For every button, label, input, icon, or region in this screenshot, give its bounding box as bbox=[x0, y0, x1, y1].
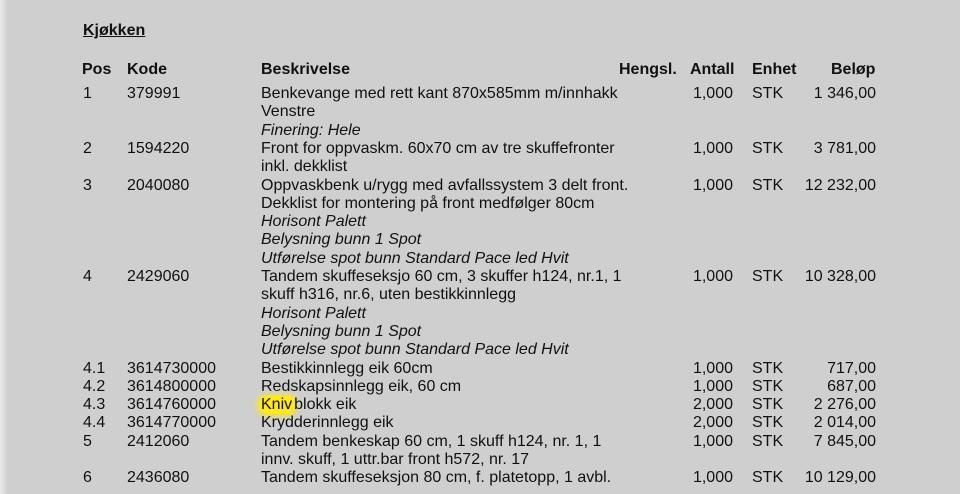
row-pos: 4 bbox=[83, 268, 92, 285]
row-description-line bbox=[261, 341, 569, 359]
row-description-line bbox=[261, 396, 356, 414]
row-antall: 2,000 bbox=[692, 396, 733, 414]
row-enhet: STK bbox=[752, 414, 784, 432]
row-pos: 1 bbox=[83, 85, 92, 102]
row-enhet: STK bbox=[752, 377, 784, 395]
row-description-line bbox=[261, 158, 347, 176]
row-description-line bbox=[261, 177, 628, 195]
description-text: Horisont Palett bbox=[261, 213, 366, 231]
section-title: Kjøkken bbox=[83, 22, 146, 39]
row-enhet: STK bbox=[752, 268, 784, 285]
row-enhet: STK bbox=[752, 176, 784, 194]
row-pos: 4.1 bbox=[83, 359, 106, 377]
row-kode: 2429060 bbox=[127, 268, 190, 285]
row-description-line bbox=[261, 85, 618, 103]
row-antall: 1,000 bbox=[692, 268, 733, 285]
description-text: Venstre bbox=[261, 103, 316, 121]
description-text: Utførelse spot bunn Standard Pace led Hvit bbox=[261, 341, 569, 359]
row-antall: 1,000 bbox=[692, 432, 733, 450]
row-belop: 1 346,00 bbox=[813, 85, 876, 102]
description-text: Benkevange med rett kant 870x585mm m/innhakk bbox=[261, 85, 618, 102]
column-header-enhet: Enhet bbox=[752, 61, 797, 78]
description-text: Tandem benkeskap 60 cm, 1 skuff h124, nr. 1, 1 bbox=[261, 432, 602, 450]
row-description-line bbox=[261, 213, 366, 231]
row-enhet: STK bbox=[752, 359, 784, 377]
row-kode: 2412060 bbox=[127, 432, 190, 450]
row-kode: 3614730000 bbox=[127, 359, 216, 377]
column-header-beskrivelse: Beskrivelse bbox=[261, 61, 350, 78]
description-text: Tandem skuffeseksjon 80 cm, f. platetopp, 1 avbl. bbox=[261, 469, 612, 487]
row-description-line bbox=[261, 122, 361, 140]
row-pos: 4.4 bbox=[83, 414, 106, 432]
row-antall: 1,000 bbox=[692, 359, 733, 377]
row-description-line bbox=[261, 414, 394, 432]
description-text: Finering: Hele bbox=[261, 121, 361, 139]
row-description-line bbox=[261, 268, 622, 286]
description-text: skuff h316, nr.6, uten bestikkinnlegg bbox=[261, 286, 516, 304]
description-text: Redskapsinnlegg eik, 60 cm bbox=[261, 377, 462, 395]
row-belop: 717,00 bbox=[827, 359, 876, 377]
row-description-line bbox=[261, 231, 421, 249]
description-text: Belysning bunn 1 Spot bbox=[261, 322, 422, 340]
description-text: blokk eik bbox=[294, 396, 357, 414]
row-kode: 3614770000 bbox=[127, 414, 216, 432]
row-description-line bbox=[261, 286, 516, 304]
row-antall: 1,000 bbox=[692, 85, 733, 102]
row-description-line bbox=[261, 305, 366, 323]
row-antall: 1,000 bbox=[692, 377, 733, 395]
row-antall: 1,000 bbox=[692, 176, 733, 194]
row-description-line bbox=[261, 360, 433, 378]
row-kode: 3614760000 bbox=[127, 396, 216, 414]
row-belop: 3 781,00 bbox=[813, 139, 876, 157]
row-belop: 7 845,00 bbox=[813, 432, 876, 450]
row-kode: 2436080 bbox=[127, 469, 190, 487]
description-text: inkl. dekklist bbox=[261, 158, 348, 176]
row-belop: 12 232,00 bbox=[804, 176, 876, 194]
row-description-line bbox=[261, 250, 569, 268]
row-enhet: STK bbox=[752, 85, 784, 102]
row-enhet: STK bbox=[752, 432, 784, 450]
row-belop: 10 129,00 bbox=[804, 469, 876, 487]
row-pos: 2 bbox=[83, 139, 92, 157]
column-header-pos: Pos bbox=[82, 61, 112, 78]
row-description-line bbox=[261, 323, 421, 341]
row-kode: 2040080 bbox=[127, 176, 190, 194]
row-belop: 2 014,00 bbox=[813, 414, 876, 432]
description-text: Krydderinnlegg eik bbox=[261, 414, 394, 432]
row-belop: 10 328,00 bbox=[804, 268, 876, 285]
column-header-hengsl: Hengsl. bbox=[619, 61, 677, 78]
row-enhet: STK bbox=[752, 139, 784, 157]
row-description-line bbox=[261, 103, 315, 121]
column-header-antall: Antall bbox=[690, 61, 735, 78]
row-description-line bbox=[261, 433, 601, 451]
row-description-line bbox=[261, 451, 529, 469]
row-description-line bbox=[261, 140, 615, 158]
row-antall: 1,000 bbox=[692, 469, 733, 487]
row-pos: 5 bbox=[83, 432, 92, 450]
description-text: innv. skuff, 1 uttr.bar front h572, nr. 17 bbox=[261, 451, 530, 468]
row-description-line bbox=[261, 469, 611, 487]
column-header-belop: Beløp bbox=[831, 61, 876, 78]
row-pos: 6 bbox=[83, 469, 92, 487]
description-text: Belysning bunn 1 Spot bbox=[261, 231, 422, 249]
row-belop: 2 276,00 bbox=[813, 396, 876, 414]
row-kode: 379991 bbox=[127, 85, 181, 102]
row-enhet: STK bbox=[752, 396, 784, 414]
description-text: Tandem skuffeseksjo 60 cm, 3 skuffer h124, nr.1, 1 bbox=[261, 268, 622, 285]
row-antall: 2,000 bbox=[692, 414, 733, 432]
page-edge bbox=[0, 0, 8, 494]
row-pos: 4.2 bbox=[83, 377, 106, 395]
description-text: Dekklist for montering på front medfølger 80cm bbox=[261, 194, 595, 212]
row-kode: 1594220 bbox=[127, 139, 190, 157]
row-description-line bbox=[261, 378, 461, 396]
description-text: Oppvaskbenk u/rygg med avfallssystem 3 delt front. bbox=[261, 176, 629, 194]
row-belop: 687,00 bbox=[827, 377, 876, 395]
row-kode: 3614800000 bbox=[127, 377, 216, 395]
description-text: Front for oppvaskm. 60x70 cm av tre skuffefronter bbox=[261, 139, 615, 157]
row-pos: 4.3 bbox=[83, 396, 106, 414]
description-text: Utførelse spot bunn Standard Pace led Hvit bbox=[261, 249, 569, 267]
column-header-kode: Kode bbox=[127, 61, 167, 78]
highlighted-text: Kniv bbox=[261, 396, 293, 414]
row-description-line bbox=[261, 195, 594, 213]
description-text: Horisont Palett bbox=[261, 304, 366, 322]
row-antall: 1,000 bbox=[692, 139, 733, 157]
description-text: Bestikkinnlegg eik 60cm bbox=[261, 359, 433, 377]
row-enhet: STK bbox=[752, 469, 784, 487]
row-pos: 3 bbox=[83, 176, 92, 194]
